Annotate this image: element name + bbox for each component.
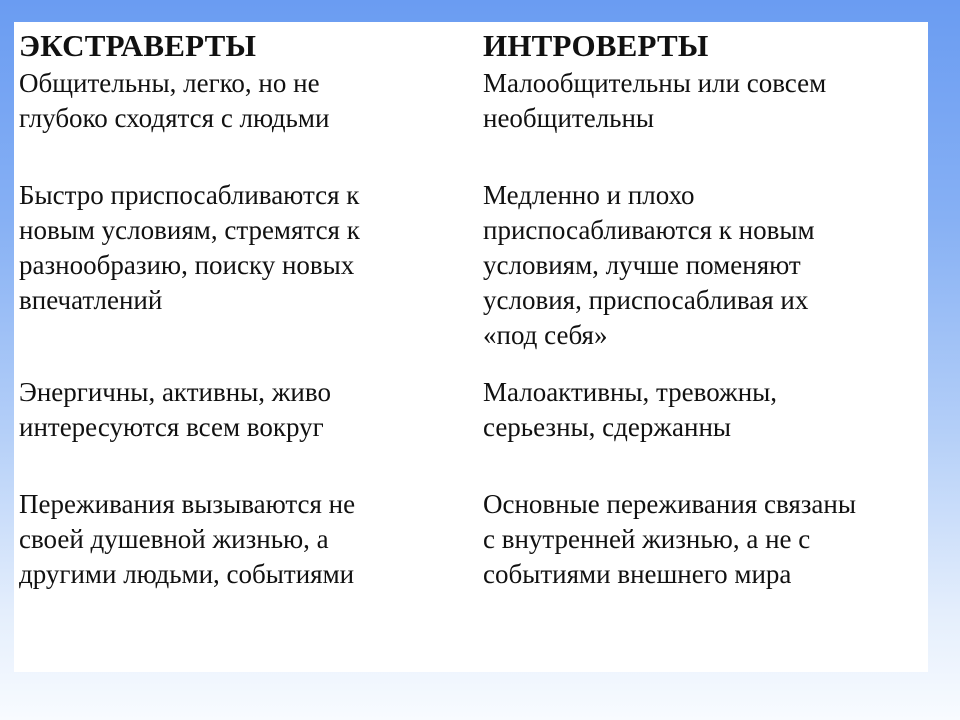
comparison-table <box>14 22 928 672</box>
row-4-extravert: Переживания вызываются не своей душевной жизнью, а другими людьми, событиями <box>19 489 356 589</box>
row-3-introvert: Малоактивны, тревожны, серьезны, сдержанны <box>483 377 778 442</box>
header-extraverts: ЭКСТРАВЕРТЫ <box>19 28 257 63</box>
row-4-introvert: Основные переживания связаны с внутренней жизнью, а не с событиями внешнего мира <box>483 489 857 589</box>
row-2-introvert: Медленно и плохо приспосабливаются к новым условиям, лучше поменяют условия, приспосабливая их «под себя» <box>483 180 815 350</box>
header-introverts: ИНТРОВЕРТЫ <box>483 28 709 63</box>
row-1-introvert: Малообщительны или совсем необщительны <box>483 68 827 133</box>
row-1-extravert: Общительны, легко, но не глубоко сходятся с людьми <box>19 68 330 133</box>
row-3-extravert: Энергичны, активны, живо интересуются всем вокруг <box>19 377 331 442</box>
row-2-extravert: Быстро приспосабливаются к новым условиям, стремятся к разнообразию, поиску новых впечатлений <box>19 180 360 315</box>
